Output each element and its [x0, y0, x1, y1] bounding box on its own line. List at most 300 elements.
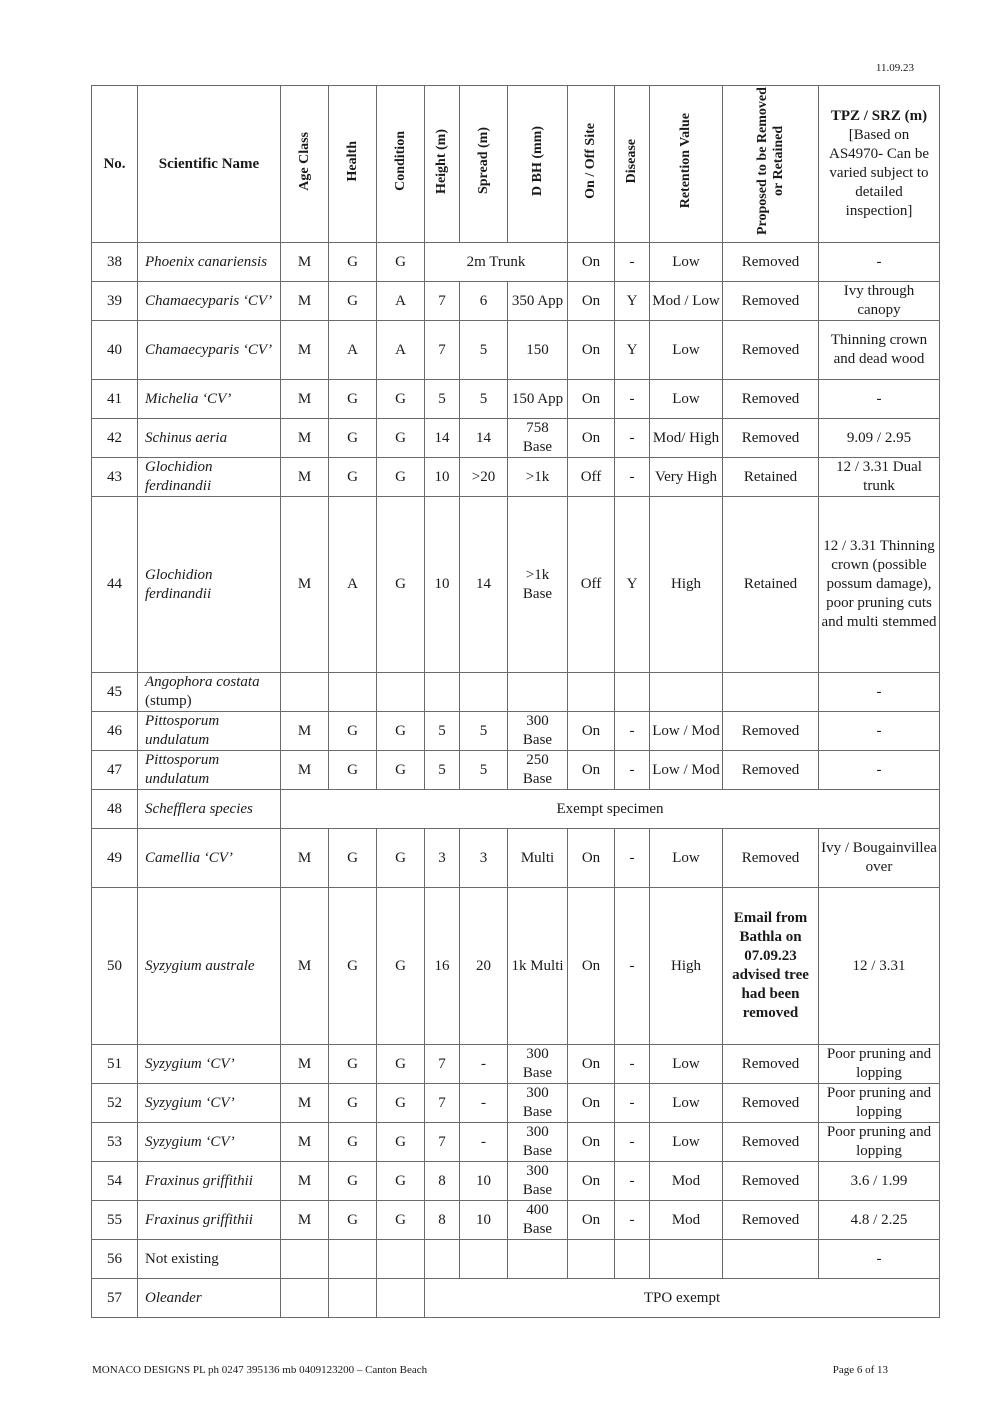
condition: G	[377, 458, 425, 497]
site: On	[568, 1084, 615, 1123]
disease: -	[615, 1162, 650, 1201]
tree-number: 42	[92, 419, 138, 458]
age-class: M	[281, 712, 329, 751]
age-class: M	[281, 1123, 329, 1162]
retention-value: Low / Mod	[650, 712, 723, 751]
disease: -	[615, 380, 650, 419]
site: On	[568, 829, 615, 888]
document-date: 11.09.23	[875, 62, 914, 74]
disease: -	[615, 829, 650, 888]
scientific-name-text: Schefflera species	[145, 800, 253, 817]
spread: 5	[460, 321, 508, 380]
condition: G	[377, 1045, 425, 1084]
health: A	[329, 497, 377, 673]
site: On	[568, 712, 615, 751]
tpz-header-note: [Based on AS4970- Can be varied subject to detailed inspection]	[829, 127, 929, 219]
proposed: Removed	[723, 282, 819, 321]
retention-value	[650, 673, 723, 712]
height	[425, 1240, 460, 1279]
disease: -	[615, 1123, 650, 1162]
proposed: Retained	[723, 497, 819, 673]
retention-value: Mod	[650, 1162, 723, 1201]
proposed: Removed	[723, 1201, 819, 1240]
scientific-name-text: Syzygium ‘CV’	[145, 1133, 235, 1150]
disease: -	[615, 712, 650, 751]
retention-value: Low / Mod	[650, 751, 723, 790]
condition: A	[377, 282, 425, 321]
spread: 5	[460, 751, 508, 790]
proposed: Removed	[723, 751, 819, 790]
site: On	[568, 321, 615, 380]
proposed	[723, 673, 819, 712]
retention-value: Low	[650, 321, 723, 380]
table-row	[92, 1123, 940, 1162]
tpz-srz: 12 / 3.31 Thinning crown (possible possum damage), poor pruning cuts and multi stemmed	[819, 497, 940, 673]
tree-number: 46	[92, 712, 138, 751]
tree-number: 56	[92, 1240, 138, 1279]
health: G	[329, 712, 377, 751]
retention-value: Mod / Low	[650, 282, 723, 321]
dbh: 758 Base	[508, 419, 568, 458]
name-suffix: (stump)	[145, 693, 192, 709]
condition: G	[377, 1123, 425, 1162]
spread: 10	[460, 1162, 508, 1201]
height: 5	[425, 380, 460, 419]
site: On	[568, 1123, 615, 1162]
disease: -	[615, 243, 650, 282]
table-row	[92, 243, 940, 282]
site: On	[568, 751, 615, 790]
col-header-disease: Disease	[615, 86, 650, 243]
table-body	[92, 243, 940, 1318]
height	[425, 673, 460, 712]
health: G	[329, 243, 377, 282]
height: 7	[425, 1045, 460, 1084]
table-row	[92, 790, 940, 829]
tree-number: 47	[92, 751, 138, 790]
disease: -	[615, 751, 650, 790]
tpz-srz: 12 / 3.31	[819, 888, 940, 1045]
scientific-name-text: Chamaecyparis ‘CV’	[145, 292, 273, 309]
proposed: Removed	[723, 1162, 819, 1201]
tpz-srz: -	[819, 751, 940, 790]
dbh: >1k	[508, 458, 568, 497]
proposed: Removed	[723, 243, 819, 282]
scientific-name	[138, 1162, 281, 1201]
scientific-name-text: Fraxinus griffithii	[145, 1211, 253, 1228]
tpz-srz: Ivy through canopy	[819, 282, 940, 321]
table-row	[92, 751, 940, 790]
table-row	[92, 419, 940, 458]
table-row	[92, 497, 940, 673]
dbh: 150 App	[508, 380, 568, 419]
health	[329, 1279, 377, 1318]
spread: 3	[460, 829, 508, 888]
health: A	[329, 321, 377, 380]
health: G	[329, 458, 377, 497]
scientific-name	[138, 1279, 281, 1318]
condition: G	[377, 1162, 425, 1201]
dbh: 350 App	[508, 282, 568, 321]
condition	[377, 1240, 425, 1279]
condition: G	[377, 1084, 425, 1123]
height: 10	[425, 458, 460, 497]
retention-value: Low	[650, 380, 723, 419]
height-spread-dbh: 2m Trunk	[425, 243, 568, 282]
tpz-srz: Poor pruning and lopping	[819, 1045, 940, 1084]
proposed: Email from Bathla on 07.09.23 advised tree had been removed	[723, 888, 819, 1045]
age-class: M	[281, 380, 329, 419]
disease: -	[615, 458, 650, 497]
disease: -	[615, 419, 650, 458]
tree-number: 44	[92, 497, 138, 673]
dbh: 1k Multi	[508, 888, 568, 1045]
col-header-condition: Condition	[377, 86, 425, 243]
retention-value	[650, 1240, 723, 1279]
age-class: M	[281, 497, 329, 673]
height: 8	[425, 1201, 460, 1240]
table-row	[92, 1162, 940, 1201]
tree-number: 49	[92, 829, 138, 888]
tree-number: 51	[92, 1045, 138, 1084]
retention-value: Low	[650, 829, 723, 888]
site: On	[568, 282, 615, 321]
table-row	[92, 321, 940, 380]
health: G	[329, 1123, 377, 1162]
col-header-proposed: Proposed to be Removed or Retained	[723, 86, 819, 243]
condition: G	[377, 888, 425, 1045]
col-header-age-class: Age Class	[281, 86, 329, 243]
table-row	[92, 380, 940, 419]
col-header-dbh: D BH (mm)	[508, 86, 568, 243]
site: Off	[568, 458, 615, 497]
site	[568, 1240, 615, 1279]
scientific-name-text: Fraxinus griffithii	[145, 1172, 253, 1189]
tree-number: 38	[92, 243, 138, 282]
table-header-row	[92, 86, 940, 243]
scientific-name	[138, 1084, 281, 1123]
age-class: M	[281, 1084, 329, 1123]
condition	[377, 673, 425, 712]
height: 7	[425, 1084, 460, 1123]
age-class	[281, 1240, 329, 1279]
scientific-name-text: Michelia ‘CV’	[145, 390, 232, 407]
age-class: M	[281, 1162, 329, 1201]
scientific-name	[138, 829, 281, 888]
table-row	[92, 1201, 940, 1240]
tree-number: 55	[92, 1201, 138, 1240]
scientific-name-text: Glochidion ferdinandii	[145, 566, 213, 602]
table-row	[92, 1240, 940, 1279]
site: Off	[568, 497, 615, 673]
footer-contact: MONACO DESIGNS PL ph 0247 395136 mb 0409123200 – Canton Beach	[92, 1364, 428, 1376]
spread: 5	[460, 712, 508, 751]
scientific-name-text: Oleander	[145, 1289, 202, 1306]
age-class: M	[281, 829, 329, 888]
tpz-srz: 3.6 / 1.99	[819, 1162, 940, 1201]
health: G	[329, 282, 377, 321]
height: 8	[425, 1162, 460, 1201]
retention-value: High	[650, 888, 723, 1045]
disease: -	[615, 1045, 650, 1084]
disease: Y	[615, 497, 650, 673]
retention-value: Very High	[650, 458, 723, 497]
condition: G	[377, 380, 425, 419]
dbh: >1k Base	[508, 497, 568, 673]
col-header-health: Health	[329, 86, 377, 243]
scientific-name	[138, 790, 281, 829]
spread: -	[460, 1045, 508, 1084]
table-row	[92, 1084, 940, 1123]
height: 5	[425, 712, 460, 751]
spread: >20	[460, 458, 508, 497]
dbh: 400 Base	[508, 1201, 568, 1240]
row-note: TPO exempt	[425, 1279, 940, 1318]
health: G	[329, 1084, 377, 1123]
scientific-name	[138, 1045, 281, 1084]
tree-number: 43	[92, 458, 138, 497]
health: G	[329, 1045, 377, 1084]
retention-value: Low	[650, 1123, 723, 1162]
dbh: 300 Base	[508, 1162, 568, 1201]
spread	[460, 1240, 508, 1279]
tpz-srz: Ivy / Bougainvillea over	[819, 829, 940, 888]
col-header-spread: Spread (m)	[460, 86, 508, 243]
dbh	[508, 673, 568, 712]
scientific-name	[138, 1201, 281, 1240]
proposed: Removed	[723, 1045, 819, 1084]
row-note: Exempt specimen	[281, 790, 940, 829]
condition: G	[377, 419, 425, 458]
height: 7	[425, 321, 460, 380]
table-row	[92, 829, 940, 888]
table-row	[92, 673, 940, 712]
dbh: Multi	[508, 829, 568, 888]
condition: G	[377, 712, 425, 751]
tpz-srz: -	[819, 673, 940, 712]
scientific-name-text: Not existing	[145, 1250, 219, 1267]
dbh: 300 Base	[508, 1045, 568, 1084]
dbh: 300 Base	[508, 1123, 568, 1162]
disease: -	[615, 1201, 650, 1240]
site: On	[568, 419, 615, 458]
disease: Y	[615, 282, 650, 321]
retention-value: Low	[650, 1084, 723, 1123]
age-class: M	[281, 419, 329, 458]
scientific-name	[138, 1123, 281, 1162]
scientific-name	[138, 243, 281, 282]
scientific-name-text: Glochidion ferdinandii	[145, 459, 213, 494]
tpz-header-title: TPZ / SRZ (m)	[830, 108, 928, 124]
spread: -	[460, 1123, 508, 1162]
age-class: M	[281, 751, 329, 790]
dbh: 250 Base	[508, 751, 568, 790]
health: G	[329, 380, 377, 419]
disease: Y	[615, 321, 650, 380]
proposed: Removed	[723, 419, 819, 458]
tpz-srz: Thinning crown and dead wood	[819, 321, 940, 380]
dbh: 300 Base	[508, 1084, 568, 1123]
scientific-name	[138, 380, 281, 419]
spread: 20	[460, 888, 508, 1045]
disease: -	[615, 1084, 650, 1123]
site: On	[568, 888, 615, 1045]
tree-number: 57	[92, 1279, 138, 1318]
spread: 5	[460, 380, 508, 419]
footer-page-number: Page 6 of 13	[832, 1364, 888, 1376]
scientific-name	[138, 673, 281, 712]
col-header-retention-value: Retention Value	[650, 86, 723, 243]
site: On	[568, 1201, 615, 1240]
tree-number: 40	[92, 321, 138, 380]
col-header-scientific-name: Scientific Name	[138, 86, 281, 243]
proposed	[723, 1240, 819, 1279]
age-class	[281, 1279, 329, 1318]
tpz-srz: -	[819, 1240, 940, 1279]
tpz-srz: -	[819, 712, 940, 751]
age-class: M	[281, 1045, 329, 1084]
spread: 14	[460, 419, 508, 458]
tree-number: 53	[92, 1123, 138, 1162]
col-header-site: On / Off Site	[568, 86, 615, 243]
spread	[460, 673, 508, 712]
scientific-name	[138, 1240, 281, 1279]
scientific-name-text: Chamaecyparis ‘CV’	[145, 341, 273, 358]
scientific-name	[138, 419, 281, 458]
table-row	[92, 888, 940, 1045]
proposed: Retained	[723, 458, 819, 497]
health	[329, 673, 377, 712]
age-class: M	[281, 321, 329, 380]
age-class: M	[281, 458, 329, 497]
table-row	[92, 282, 940, 321]
col-header-height: Height (m)	[425, 86, 460, 243]
scientific-name	[138, 321, 281, 380]
tpz-srz: Poor pruning and lopping	[819, 1123, 940, 1162]
scientific-name-text: Camellia ‘CV’	[145, 849, 233, 866]
age-class	[281, 673, 329, 712]
proposed: Removed	[723, 712, 819, 751]
scientific-name-text: Syzygium ‘CV’	[145, 1055, 235, 1072]
health: G	[329, 888, 377, 1045]
height: 14	[425, 419, 460, 458]
tree-number: 41	[92, 380, 138, 419]
height: 7	[425, 282, 460, 321]
table-row	[92, 458, 940, 497]
condition	[377, 1279, 425, 1318]
condition: G	[377, 751, 425, 790]
health	[329, 1240, 377, 1279]
disease	[615, 1240, 650, 1279]
site	[568, 673, 615, 712]
site: On	[568, 1045, 615, 1084]
height: 7	[425, 1123, 460, 1162]
scientific-name	[138, 282, 281, 321]
scientific-name	[138, 497, 281, 673]
tree-number: 52	[92, 1084, 138, 1123]
condition: A	[377, 321, 425, 380]
retention-value: Mod/ High	[650, 419, 723, 458]
health: G	[329, 829, 377, 888]
health: G	[329, 1201, 377, 1240]
tree-number: 48	[92, 790, 138, 829]
scientific-name-text: Pittosporum undulatum	[145, 713, 220, 748]
age-class: M	[281, 888, 329, 1045]
tpz-srz: -	[819, 243, 940, 282]
height: 10	[425, 497, 460, 673]
dbh: 150	[508, 321, 568, 380]
age-class: M	[281, 243, 329, 282]
health: G	[329, 1162, 377, 1201]
scientific-name-text: Syzygium australe	[145, 957, 255, 974]
col-header-no: No.	[92, 86, 138, 243]
tpz-srz: 4.8 / 2.25	[819, 1201, 940, 1240]
disease: -	[615, 888, 650, 1045]
dbh	[508, 1240, 568, 1279]
scientific-name-text: Angophora costata	[145, 674, 260, 690]
scientific-name-text: Schinus aeria	[145, 429, 228, 446]
spread: -	[460, 1084, 508, 1123]
tpz-srz: 12 / 3.31 Dual trunk	[819, 458, 940, 497]
age-class: M	[281, 282, 329, 321]
table-row	[92, 712, 940, 751]
site: On	[568, 243, 615, 282]
tree-number: 39	[92, 282, 138, 321]
proposed: Removed	[723, 1123, 819, 1162]
tpz-srz: Poor pruning and lopping	[819, 1084, 940, 1123]
tree-number: 50	[92, 888, 138, 1045]
health: G	[329, 419, 377, 458]
retention-value: Low	[650, 1045, 723, 1084]
condition: G	[377, 1201, 425, 1240]
height: 3	[425, 829, 460, 888]
scientific-name	[138, 458, 281, 497]
proposed: Removed	[723, 1084, 819, 1123]
retention-value: High	[650, 497, 723, 673]
health: G	[329, 751, 377, 790]
scientific-name-text: Syzygium ‘CV’	[145, 1094, 235, 1111]
spread: 6	[460, 282, 508, 321]
tpz-srz: -	[819, 380, 940, 419]
tree-assessment-table	[91, 85, 940, 1318]
age-class: M	[281, 1201, 329, 1240]
disease	[615, 673, 650, 712]
condition: G	[377, 829, 425, 888]
height: 16	[425, 888, 460, 1045]
scientific-name	[138, 888, 281, 1045]
proposed: Removed	[723, 829, 819, 888]
table-row	[92, 1045, 940, 1084]
condition: G	[377, 243, 425, 282]
retention-value: Mod	[650, 1201, 723, 1240]
table-row	[92, 1279, 940, 1318]
scientific-name	[138, 712, 281, 751]
spread: 14	[460, 497, 508, 673]
tpz-srz: 9.09 / 2.95	[819, 419, 940, 458]
col-header-tpz-srz	[819, 86, 940, 243]
scientific-name	[138, 751, 281, 790]
proposed: Removed	[723, 380, 819, 419]
spread: 10	[460, 1201, 508, 1240]
tree-number: 54	[92, 1162, 138, 1201]
height: 5	[425, 751, 460, 790]
retention-value: Low	[650, 243, 723, 282]
dbh: 300 Base	[508, 712, 568, 751]
tree-number: 45	[92, 673, 138, 712]
site: On	[568, 380, 615, 419]
scientific-name-text: Pittosporum undulatum	[145, 752, 220, 787]
scientific-name-text: Phoenix canariensis	[145, 253, 268, 270]
